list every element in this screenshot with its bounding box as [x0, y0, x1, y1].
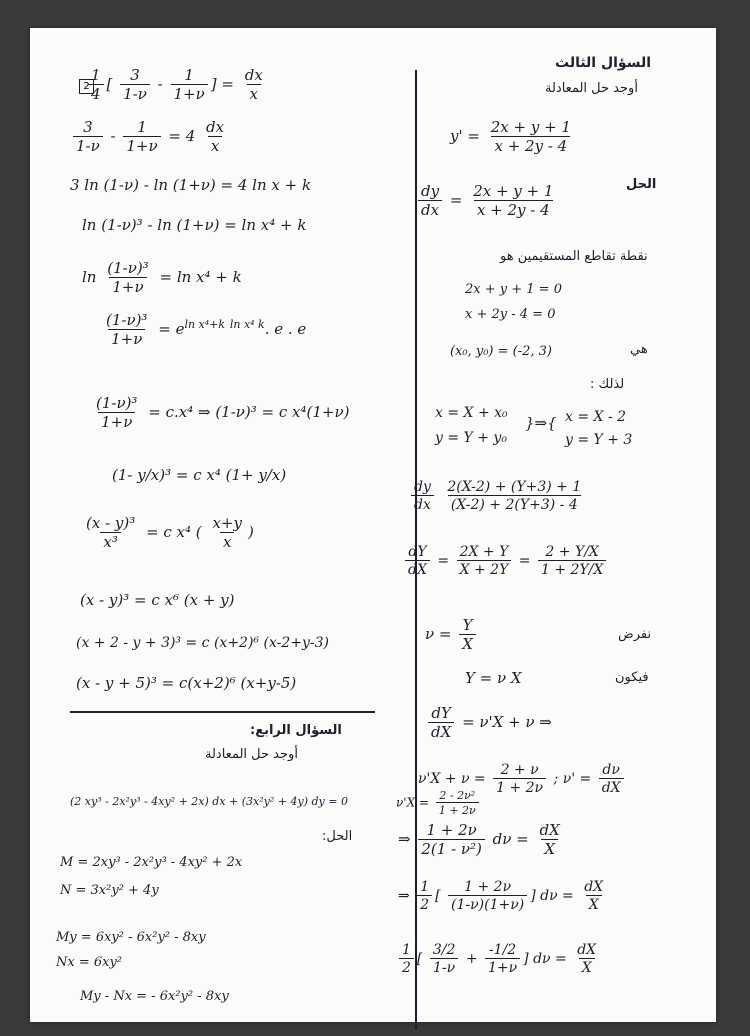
fraction-numerator: dx	[206, 118, 225, 136]
fraction-denominator: X	[586, 895, 602, 912]
My-equation: My = 6xy² - 6x²y² - 8xy	[56, 930, 206, 945]
fraction	[574, 943, 599, 975]
fraction-numerator: dY	[431, 704, 451, 722]
left-line-8: (1- y/x)³ = c x⁴ (1+ y/x)	[112, 466, 287, 484]
fraction-numerator: 1	[420, 879, 430, 895]
fraction-numerator: 1	[91, 66, 101, 84]
q4-title: السؤال الرابع:	[250, 723, 342, 738]
fraction-numerator: dy	[421, 182, 440, 200]
fraction-numerator: 2X + Y	[459, 544, 509, 560]
fraction	[209, 516, 245, 550]
left-line-7	[90, 396, 349, 430]
left-line-5	[82, 261, 242, 295]
fraction	[493, 763, 546, 795]
fraction	[120, 68, 150, 102]
fraction-denominator: 1-ν	[73, 136, 103, 154]
sub-4: y = Y + 3	[565, 432, 633, 448]
math-term: ν'X + ν =	[418, 771, 486, 787]
fraction-denominator: 2(1 - ν²)	[418, 839, 485, 857]
fraction-denominator: 1+ν	[108, 329, 145, 347]
fraction	[436, 790, 479, 816]
fraction-numerator: dX	[539, 821, 560, 839]
fraction	[242, 68, 266, 102]
left-line-4: ln (1-ν)³ - ln (1+ν) = ln x⁴ + k	[82, 216, 307, 234]
fraction	[417, 880, 432, 912]
fraction-denominator: X + 2Y	[457, 560, 512, 577]
right-line-2: $\frac{dy}{dx}$ = $\frac{2x + y + 1}{x + 2y - 4}$	[415, 184, 559, 218]
fraction	[581, 880, 606, 912]
fraction	[457, 545, 512, 577]
paper-sheet	[30, 28, 716, 1022]
math-term: y' =	[450, 127, 480, 145]
math-term: ⇒	[398, 830, 411, 848]
fraction-denominator: 1-ν	[120, 84, 150, 102]
fraction	[430, 943, 459, 975]
math-term: ; ν' =	[553, 771, 592, 787]
sub-1: x = X + x₀	[435, 405, 508, 421]
right-line-15: ⇒ $\frac{1}{2}$ [ $\frac{1 + 2\nu}{(1-\nu)(1+\nu)}$ ] dν = $\frac{dX}{X}$	[398, 880, 609, 912]
fraction-numerator: (1-ν)³	[106, 311, 148, 329]
fraction	[418, 823, 485, 857]
fraction-denominator: x	[220, 532, 234, 550]
fraction-denominator: 1-ν	[430, 958, 458, 975]
math-term: ν =	[425, 625, 452, 643]
fraction-denominator: 1+ν	[171, 84, 208, 102]
fraction-denominator: X	[459, 634, 476, 652]
math-term: )	[247, 523, 254, 541]
fraction	[470, 184, 556, 218]
fraction-denominator: (X-2) + 2(Y+3) - 4	[448, 495, 581, 512]
right-line-1	[450, 120, 577, 154]
math-term: = ν'X + ν ⇒	[462, 713, 552, 731]
math-term: dν =	[533, 951, 567, 967]
sub-3: x = X - 2	[565, 409, 627, 425]
fraction-numerator: (1-ν)³	[107, 259, 149, 277]
fraction-denominator: 4	[88, 84, 104, 102]
fraction-numerator: dX	[577, 942, 597, 958]
sub-arrow: }⇒{	[525, 414, 557, 432]
q3-task: أوجد حل المعادلة	[545, 81, 638, 96]
math-term: ln x⁴+k	[184, 318, 226, 331]
fraction-denominator: 1 + 2ν	[436, 802, 479, 816]
right-line-11	[425, 706, 552, 740]
fraction	[485, 943, 520, 975]
fraction-numerator: 1	[137, 118, 147, 136]
fraction-numerator: 2 + ν	[500, 762, 539, 778]
fraction	[418, 184, 442, 218]
fraction-denominator: 1+ν	[485, 958, 520, 975]
right-line-10: Y = ν X	[465, 669, 522, 687]
fraction	[428, 706, 454, 740]
page-number: 2	[83, 81, 90, 92]
fraction-denominator: dX	[599, 778, 624, 795]
math-term: ln	[82, 268, 97, 286]
right-line-13	[396, 790, 482, 816]
math-term: = 4	[168, 127, 196, 145]
fraction-denominator: dX	[428, 722, 454, 740]
intersection-point: (x₀, y₀) = (-2, 3)	[450, 344, 553, 359]
fraction-numerator: (1-ν)³	[96, 394, 138, 412]
fraction-denominator: 2	[399, 958, 414, 975]
fraction-numerator: dy	[414, 479, 431, 495]
q3-title: السؤال الثالث	[555, 55, 652, 71]
math-term: dν =	[540, 888, 574, 904]
math-term: . e . e	[264, 320, 307, 338]
fraction	[104, 261, 151, 295]
left-line-10: (x - y)³ = c x⁶ (x + y)	[80, 591, 235, 609]
fraction-denominator: X	[579, 958, 595, 975]
fraction	[599, 763, 624, 795]
fraction	[171, 68, 208, 102]
fraction	[448, 880, 527, 912]
fraction-numerator: 1 + 2ν	[464, 879, 512, 895]
fraction	[103, 313, 150, 347]
q3-solution-label: الحل	[626, 177, 657, 192]
right-line-9	[425, 618, 479, 652]
line-eq-2: x + 2y - 4 = 0	[465, 307, 556, 322]
hi-label: هي	[630, 342, 648, 357]
fraction-denominator: (1-ν)(1+ν)	[448, 895, 527, 912]
fraction-denominator: dX	[405, 560, 430, 577]
fraction-numerator: 1	[184, 66, 194, 84]
left-line-2: $\frac{3}{1-\nu}$ - $\frac{1}{1+\nu}$ = 4 $\frac{dx}{x}$	[70, 120, 230, 154]
fraction-denominator: 1+ν	[109, 277, 146, 295]
fraction-denominator: 1 + 2Y/X	[538, 560, 606, 577]
math-term: = ln x⁴ + k	[159, 268, 242, 286]
fraction	[537, 823, 563, 857]
fraction	[73, 120, 103, 154]
fraction-numerator: 2(X-2) + (Y+3) + 1	[447, 479, 582, 495]
fraction-numerator: (x - y)³	[86, 514, 136, 532]
math-term: = c.x⁴ ⇒ (1-ν)³ = c x⁴(1+ν)	[148, 403, 350, 421]
fraction	[88, 68, 104, 102]
left-line-1: $\frac{1}{4}$ [ $\frac{3}{1-\nu}$ - $\frac{1}{1+\nu}$ ] = $\frac{dx}{x}$	[85, 68, 269, 102]
fraction-denominator: 1+ν	[98, 412, 135, 430]
fraction	[488, 120, 574, 154]
fraction-numerator: dx	[244, 66, 263, 84]
fraction-numerator: 1	[402, 942, 411, 958]
left-line-6	[100, 313, 306, 347]
right-line-7	[408, 480, 587, 512]
math-term: dν =	[492, 830, 529, 848]
q4-task: أوجد حل المعادلة	[205, 747, 298, 762]
fraction-denominator: x	[247, 84, 261, 102]
math-term: = e	[158, 320, 185, 338]
intersection-label: نقطة تقاطع المستقيمين هو	[500, 249, 648, 264]
M-equation: M = 2xy³ - 2x²y³ - 4xy² + 2x	[60, 855, 243, 870]
fraction-numerator: 1 + 2ν	[426, 821, 477, 839]
fraction-numerator: 2 - 2ν²	[439, 789, 476, 802]
fraction-denominator: x³	[100, 532, 120, 550]
fraction-denominator: dx	[411, 495, 434, 512]
fraction-denominator: X	[541, 839, 558, 857]
fraction-numerator: Y	[462, 616, 473, 634]
fraction	[538, 545, 606, 577]
N-equation: N = 3x²y² + 4y	[60, 883, 159, 898]
right-line-16: $\frac{1}{2}$ [ $\frac{3/2}{1-\nu}$ + $\frac{-1/2}{1+\nu}$ ] dν = $\frac{dX}{X}$	[396, 943, 602, 975]
fraction-numerator: 2x + y + 1	[473, 182, 554, 200]
Nx-equation: Nx = 6xy²	[56, 955, 123, 970]
right-line-8: $\frac{dY}{dX}$ = $\frac{2X + Y}{X + 2Y}$ = $\frac{2 + Y/X}{1 + 2Y/X}$	[402, 545, 609, 577]
math-term: ⇒	[398, 888, 410, 904]
fraction-numerator: dX	[584, 879, 604, 895]
left-line-12: (x - y + 5)³ = c(x+2)⁶ (x+y-5)	[76, 674, 297, 692]
math-term: ν'X =	[396, 795, 430, 810]
fraction	[459, 618, 476, 652]
section-divider	[70, 711, 375, 713]
fraction-denominator: x + 2y - 4	[474, 200, 553, 218]
math-term: = c x⁴ (	[146, 523, 202, 541]
fraction	[411, 480, 434, 512]
therefore-label: لذلك :	[590, 377, 625, 392]
fraction-numerator: -1/2	[488, 942, 517, 958]
fraction-numerator: 2 + Y/X	[545, 544, 599, 560]
fraction-numerator: 3	[130, 66, 140, 84]
assume-label: نفرض	[618, 627, 652, 642]
My-minus-Nx: My - Nx = - 6x²y² - 8xy	[80, 989, 229, 1004]
fraction-denominator: 2	[417, 895, 432, 912]
fraction-numerator: dY	[408, 544, 427, 560]
q4-solution-label: الحل:	[322, 829, 353, 844]
left-line-3: 3 ln (1-ν) - ln (1+ν) = 4 ln x + k	[70, 176, 312, 194]
fraction-denominator: x + 2y - 4	[491, 136, 570, 154]
fraction-numerator: 3	[83, 118, 93, 136]
fraction	[203, 120, 227, 154]
q4-equation: (2 xy³ - 2x²y³ - 4xy² + 2x) dx + (3x²y² + 4y) dy = 0	[70, 795, 348, 808]
fraction	[123, 120, 160, 154]
fraction	[83, 516, 138, 550]
fraction-denominator: dx	[418, 200, 442, 218]
so-label: فيكون	[615, 670, 649, 685]
fraction-numerator: x+y	[212, 514, 242, 532]
math-term: ln x⁴ k	[229, 318, 265, 331]
sub-2: y = Y + y₀	[435, 430, 507, 446]
left-line-9	[80, 516, 254, 550]
right-line-14	[398, 823, 566, 857]
left-line-11: (x + 2 - y + 3)³ = c (x+2)⁶ (x-2+y-3)	[76, 635, 329, 651]
fraction	[399, 943, 414, 975]
fraction-denominator: x	[208, 136, 222, 154]
line-eq-1: 2x + y + 1 = 0	[465, 282, 562, 297]
fraction-numerator: 2x + y + 1	[490, 118, 571, 136]
fraction	[444, 480, 584, 512]
fraction-denominator: 1+ν	[123, 136, 160, 154]
fraction	[405, 545, 430, 577]
fraction-denominator: 1 + 2ν	[493, 778, 546, 795]
fraction-numerator: dν	[602, 762, 620, 778]
fraction	[93, 396, 140, 430]
fraction-numerator: 3/2	[432, 942, 456, 958]
